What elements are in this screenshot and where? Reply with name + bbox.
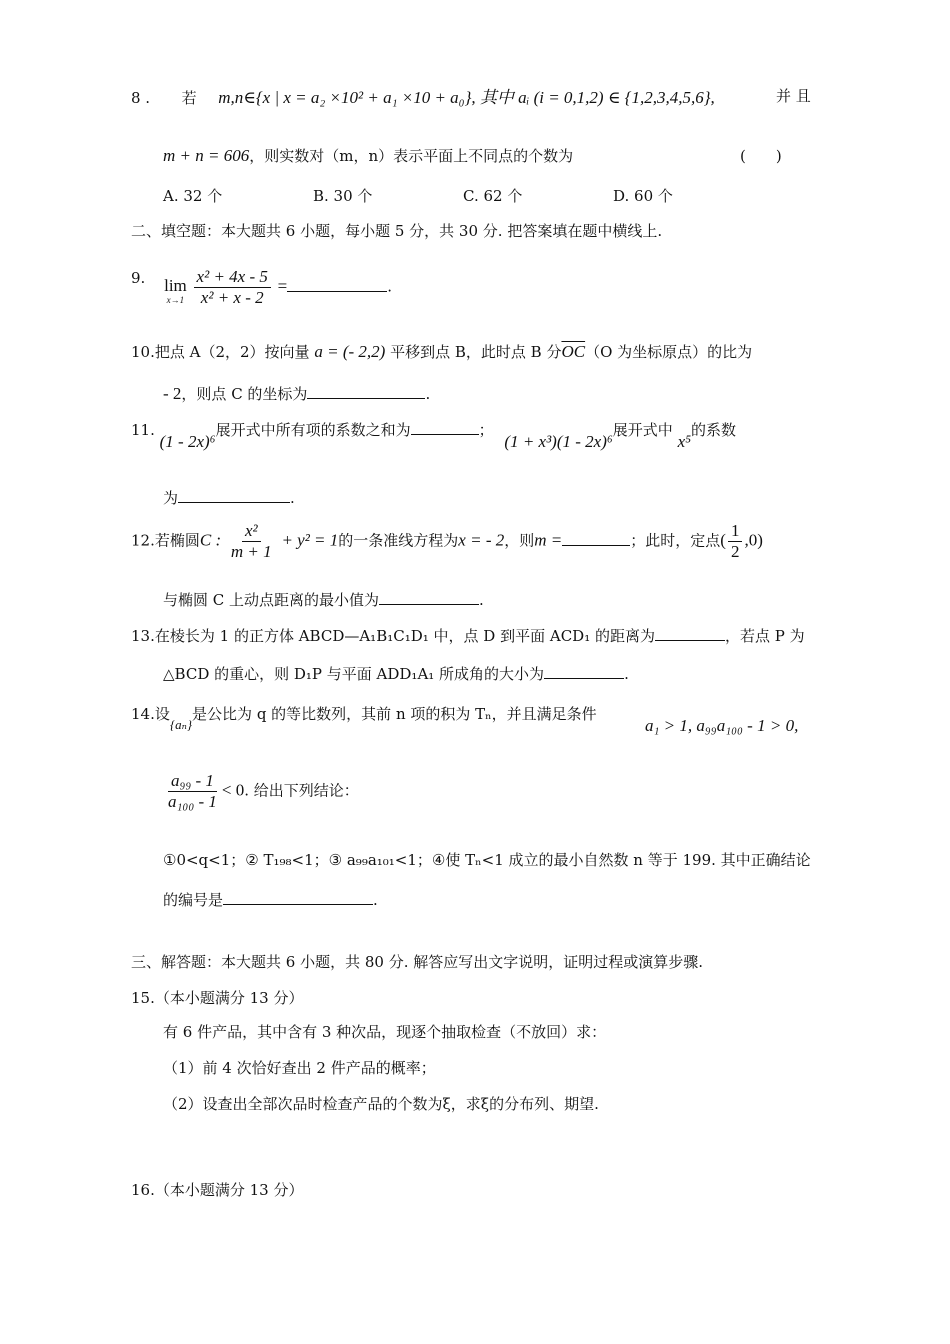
q13-text-2: △BCD 的重心，则 D₁P 与平面 ADD₁A₁ 所成角的大小为 — [163, 665, 545, 683]
q14-period: . — [373, 891, 378, 909]
q14-condition — [645, 716, 798, 736]
q12-line2 — [163, 590, 484, 610]
q10-line1 — [131, 342, 752, 362]
q15-score: （本小题满分 13 分） — [154, 989, 304, 1007]
q14-fraction-numerator: a₉₉ - 1 — [168, 772, 217, 792]
q11-line1 — [131, 420, 736, 452]
q9-fraction — [194, 268, 271, 307]
q14-condition-expression: a₁ > 1, a₉₉a₁₀₀ - 1 > 0, — [645, 716, 799, 735]
q14-fraction — [165, 772, 220, 811]
q15-header — [131, 988, 303, 1008]
q14-sequence: {aₙ} — [169, 717, 193, 732]
q14-text-2: 是公比为 q 的等比数列，其前 n 项的积为 Tₙ，并且满足条件 — [192, 705, 597, 723]
q14-text-3: . 给出下列结论： — [244, 781, 359, 800]
q14-answer-blank[interactable] — [223, 890, 373, 905]
q14-line2 — [163, 772, 359, 811]
q11-expression-2: (1 + x³)(1 - 2x)⁶ — [504, 432, 613, 451]
q13-text-1: 在棱长为 1 的正方体 ABCD—A₁B₁C₁D₁ 中，点 D 到平面 ACD₁ 的距离为 — [154, 627, 655, 645]
q8-options — [163, 186, 763, 206]
q13-number: 13. — [131, 627, 155, 645]
q15-part-2: （2）设查出全部次品时检查产品的个数为ξ，求ξ的分布列、期望. — [163, 1095, 599, 1113]
q13-answer-blank-2[interactable] — [544, 664, 624, 679]
q12-text-3: 的一条准线方程为 — [338, 531, 459, 550]
q14-line1 — [131, 704, 597, 735]
q12-point-numerator: 1 — [728, 522, 743, 542]
q11-number: 11. — [131, 421, 155, 439]
section-2-heading: 二、填空题：本大题共 6 小题，每小题 5 分，共 30 分. 把答案填在题中横线上. — [131, 222, 663, 240]
q11-text-4: 为 — [163, 489, 179, 507]
q9-line: 9. lim x→1 $\frac{\text{x² + 4x - 5}}{\text{x² + x - 2}}$ = . — [131, 267, 393, 307]
q8-sum-equation: m + n = 606 — [163, 146, 250, 165]
q9-denominator: x² + x - 2 — [200, 288, 264, 307]
q13-line1 — [131, 626, 805, 646]
q14-items: ①0<q<1；② T₁₉₈<1；③ a₉₉a₁₀₁<1；④使 Tₙ<1 成立的最小自然数 n 等于 199. 其中正确结论 — [163, 851, 811, 869]
q9-lim: lim — [164, 276, 187, 295]
q8-bingqie: 并 且 — [776, 87, 811, 105]
q12-fraction — [228, 522, 275, 561]
q13-text-1b: ，若点 P 为 — [724, 627, 805, 645]
q12-line1 — [131, 522, 763, 561]
q11-period: . — [290, 489, 295, 507]
q12-answer-blank-1[interactable] — [562, 531, 630, 546]
q8-answer-paren: ( ) — [740, 147, 782, 165]
q11-text-2: 展开式中 — [612, 421, 673, 439]
q12-number: 12. — [131, 531, 155, 550]
q12-fraction-denominator: m + 1 — [230, 542, 272, 561]
q9-numerator: x² + 4x - 5 — [194, 268, 271, 288]
q14-number: 14. — [131, 705, 155, 723]
q12-ellipse-name: C : — [199, 530, 222, 550]
q12-text-5: ；此时，定点 — [630, 531, 721, 550]
q10-text-1: 把点 A（2，2）按向量 — [154, 343, 310, 361]
q13-line2 — [163, 664, 629, 684]
q10-period: . — [425, 385, 431, 403]
q8-line2 — [163, 146, 573, 166]
q12-period: . — [479, 591, 484, 609]
q8-option-d: D. 60 个 — [613, 187, 673, 205]
q16-score: （本小题满分 13 分） — [154, 1181, 304, 1199]
q8-ruo: 若 — [181, 89, 197, 107]
q10-answer-blank[interactable] — [307, 384, 425, 399]
q9-number: 9. — [131, 269, 146, 287]
q11-answer-blank-2[interactable] — [178, 488, 290, 503]
q16-number: 16. — [131, 1181, 155, 1199]
q14-line4 — [163, 890, 378, 910]
q10-number: 10. — [131, 343, 155, 361]
q9-answer-blank[interactable] — [287, 277, 387, 292]
q11-line2 — [163, 488, 295, 508]
q14-text-4: 的编号是 — [163, 891, 224, 909]
q11-separator: ； — [478, 421, 494, 439]
q13-period: . — [624, 665, 629, 683]
q12-text-1: 若椭圆 — [154, 531, 200, 550]
q12-answer-blank-2[interactable] — [379, 590, 479, 605]
q10-line2 — [163, 384, 430, 404]
q8-number: 8 . — [131, 89, 151, 107]
q12-ellipse-rest: + y² = 1 — [281, 530, 339, 550]
q8-option-a: A. 32 个 — [163, 187, 223, 205]
q12-point-close: ,0) — [744, 530, 763, 550]
q12-m-equals: m = — [534, 530, 563, 550]
q10-vector-oc: $\overline{OC}$ — [561, 342, 586, 361]
q11-expression-1: (1 - 2x)⁶ — [159, 432, 216, 451]
section-3-heading: 三、解答题：本大题共 6 小题，共 80 分. 解答应写出文字说明，证明过程或演算步骤. — [131, 953, 704, 971]
q14-fraction-denominator: a₁₀₀ - 1 — [168, 792, 217, 811]
q12-line2-text: 与椭圆 C 上动点距离的最小值为 — [163, 591, 380, 609]
q10-text-4: ，则点 C 的坐标为 — [181, 385, 308, 403]
q11-answer-blank-1[interactable] — [411, 420, 479, 435]
q8-question-text: ，则实数对（m，n）表示平面上不同点的个数为 — [249, 147, 574, 165]
q15-body: 有 6 件产品，其中含有 3 种次品，现逐个抽取检查（不放回）求： — [163, 1023, 607, 1041]
q12-point-fraction — [728, 522, 743, 561]
q11-x5: x⁵ — [677, 432, 692, 451]
q12-text-4: ，则 — [504, 531, 535, 550]
q12-directrix: x = - 2 — [458, 530, 505, 550]
q10-vector: a = (- 2,2) — [314, 342, 386, 361]
q16-header — [131, 1180, 303, 1200]
q14-text-1: 设 — [154, 705, 170, 723]
q12-point-open: ( — [720, 530, 726, 550]
q14-less-than: < 0 — [221, 780, 245, 800]
q9-lim-subscript: x→1 — [166, 295, 185, 305]
q10-text-2: 平移到点 B，此时点 B 分 — [390, 343, 562, 361]
q13-answer-blank-1[interactable] — [655, 626, 725, 641]
q8-option-b: B. 30 个 — [313, 187, 373, 205]
q15-part-1: （1）前 4 次恰好查出 2 件产品的概率； — [163, 1059, 436, 1077]
q8-set-expression: m,n∈{x | x = a₂ ×10² + a₁ ×10 + a₀}, 其中 aᵢ (i = 0,1,2) ∈ {1,2,3,4,5,6}, — [218, 88, 715, 107]
q9-period: . — [387, 277, 393, 296]
q12-fraction-numerator: x² — [242, 522, 261, 542]
q10-text-3: （O 为坐标原点）的比为 — [585, 343, 753, 361]
q8-option-c: C. 62 个 — [463, 187, 523, 205]
q15-number: 15. — [131, 989, 155, 1007]
q8-line1 — [131, 88, 715, 108]
q10-ratio: - 2 — [163, 384, 182, 403]
q12-point-denominator: 2 — [730, 542, 740, 561]
q11-text-1: 展开式中所有项的系数之和为 — [215, 421, 411, 439]
q11-text-3: 的系数 — [691, 421, 737, 439]
